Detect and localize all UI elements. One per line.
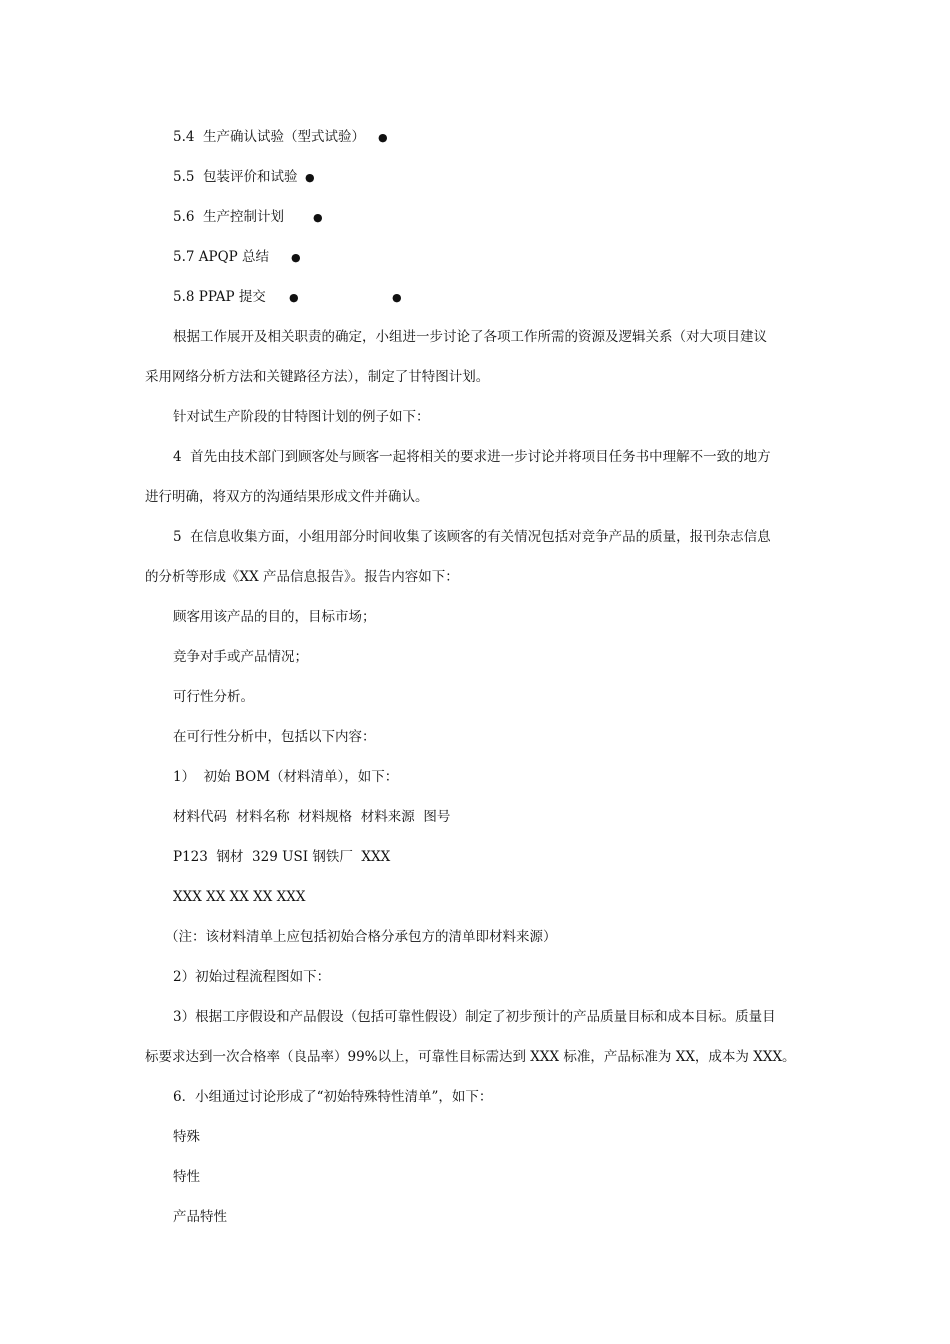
bullet-icon: ● (305, 171, 315, 184)
item-5-6: 5.6 生产控制计划 (173, 209, 285, 225)
paragraph-line: 4 首先由技术部门到顾客处与顾客一起将相关的要求进一步讨论并将项目任务书中理解不一致的地方 (173, 449, 771, 465)
bullet-icon: ● (392, 291, 402, 304)
paragraph-line: 采用网络分析方法和关键路径方法），制定了甘特图计划。 (145, 369, 490, 385)
list-item: 顾客用该产品的目的，目标市场； (173, 609, 376, 625)
paragraph-line: 针对试生产阶段的甘特图计划的例子如下： (173, 409, 430, 425)
item-5-4: 5.4 生产确认试验（型式试验） (173, 129, 366, 145)
paragraph-line: 5 在信息收集方面，小组用部分时间收集了该顾客的有关情况包括对竞争产品的质量，报刊杂志信息 (173, 529, 771, 545)
item-5-5: 5.5 包装评价和试验 (173, 169, 298, 185)
bullet-icon: ● (289, 291, 299, 304)
paragraph-line: 在可行性分析中，包括以下内容： (173, 729, 376, 745)
list-item: 产品特性 (173, 1209, 227, 1225)
bom-row: XXX XX XX XX XXX (173, 889, 306, 905)
paragraph-line: 3）根据工序假设和产品假设（包括可靠性假设）制定了初步预计的产品质量目标和成本目标。质量目 (173, 1009, 776, 1025)
paragraph-line: 6．小组通过讨论形成了“初始特殊特性清单”，如下： (173, 1089, 493, 1105)
bom-header-row: 材料代码 材料名称 材料规格 材料来源 图号 (173, 809, 451, 825)
bom-row: P123 钢材 329 USI 钢铁厂 XXX (173, 849, 391, 865)
item-5-8: 5.8 PPAP 提交 (173, 289, 266, 305)
list-item: 可行性分析。 (173, 689, 254, 705)
paragraph-line: 根据工作展开及相关职责的确定，小组进一步讨论了各项工作所需的资源及逻辑关系（对大项目建议 (173, 329, 767, 345)
paragraph-line: 2）初始过程流程图如下： (173, 969, 331, 985)
list-item: 竞争对手或产品情况； (173, 649, 308, 665)
bullet-icon: ● (313, 211, 323, 224)
paragraph-line: 的分析等形成《XX 产品信息报告》。报告内容如下： (145, 569, 459, 585)
note-line: （注：该材料清单上应包括初始合格分承包方的清单即材料来源） (165, 929, 557, 945)
list-item: 特殊 (173, 1129, 200, 1145)
paragraph-line: 标要求达到一次合格率（良品率）99%以上，可靠性目标需达到 XXX 标准，产品标准为 XX，成本为 XXX。 (145, 1049, 796, 1065)
paragraph-line: 1） 初始 BOM（材料清单），如下： (173, 769, 399, 785)
paragraph-line: 进行明确，将双方的沟通结果形成文件并确认。 (145, 489, 429, 505)
bullet-icon: ● (378, 131, 388, 144)
bullet-icon: ● (291, 251, 301, 264)
item-5-7: 5.7 APQP 总结 (173, 249, 270, 265)
list-item: 特性 (173, 1169, 200, 1185)
